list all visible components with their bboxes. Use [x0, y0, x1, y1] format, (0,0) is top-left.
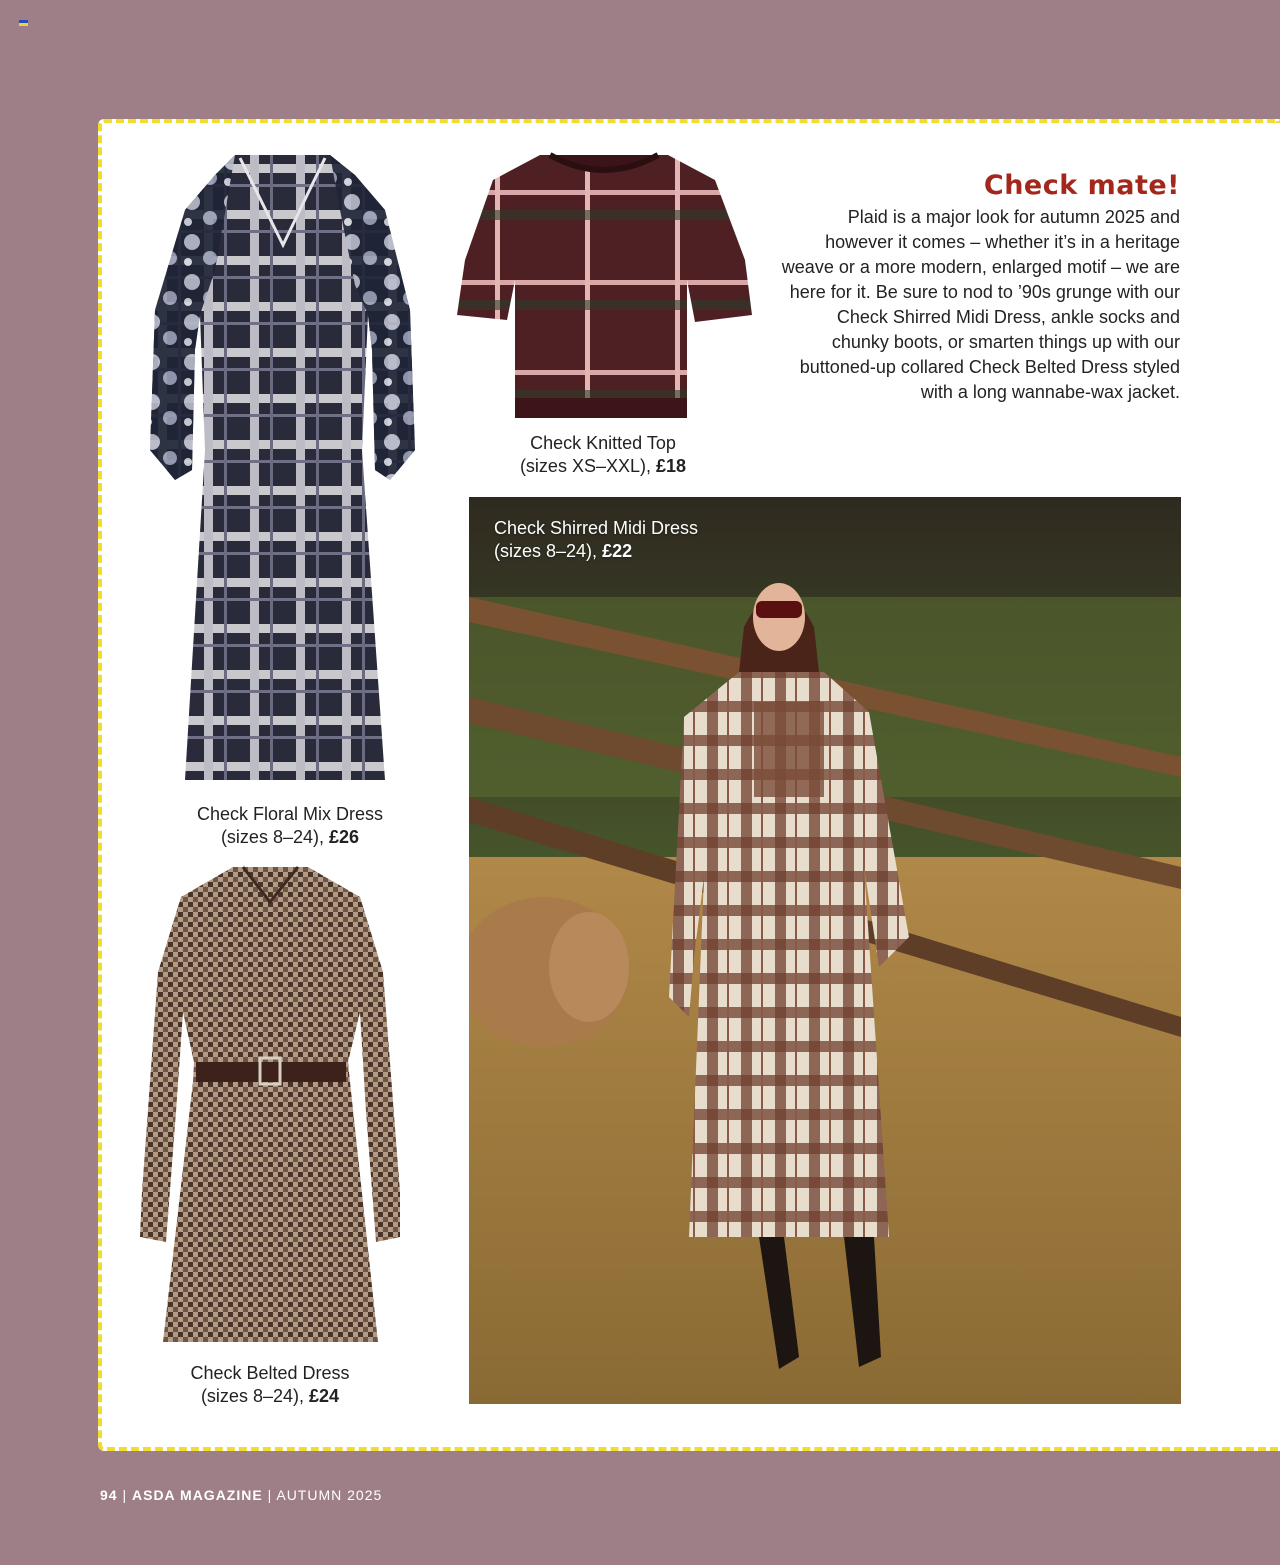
product-name: Check Shirred Midi Dress [494, 518, 699, 538]
product-sizes: (sizes 8–24), [200, 1386, 304, 1406]
product-price: £26 [329, 827, 360, 847]
flag-icon [19, 20, 28, 26]
knitted-top-image [455, 150, 753, 425]
product-sizes: (sizes XS–XXL), [519, 456, 651, 476]
product-name: Check Belted Dress [190, 1363, 350, 1383]
intro-body: Plaid is a major look for autumn 2025 and however it comes – whether it’s in a heritage weave or a more modern, enlarged motif – we are here for it. Be sure to nod to ’90s grunge with our Check Shirred Midi Dress, ankle socks and chunky boots, or smarten things up with our buttoned-up collared Check Belted Dress styled with a long wannabe-wax jacket. [781, 207, 1180, 402]
issue-name: AUTUMN 2025 [276, 1487, 383, 1503]
floral-mix-dress-image [140, 150, 430, 795]
footer-divider: | [267, 1487, 277, 1503]
belted-dress-caption [130, 1362, 410, 1408]
belted-dress-image [138, 862, 404, 1350]
product-sizes: (sizes 8–24), [494, 541, 598, 561]
headline: Check mate! [983, 170, 1180, 201]
footer-divider: | [122, 1487, 132, 1503]
floral-mix-dress-caption [150, 803, 430, 849]
magazine-name: ASDA MAGAZINE [132, 1487, 263, 1503]
product-name: Check Knitted Top [530, 433, 676, 453]
page-footer [100, 1487, 382, 1503]
model-photo [469, 497, 1181, 1404]
knitted-top-caption [463, 432, 743, 478]
product-sizes: (sizes 8–24), [220, 827, 324, 847]
product-price: £18 [656, 456, 687, 476]
product-price: £22 [602, 541, 633, 561]
page-number: 94 [100, 1487, 118, 1503]
intro-block [780, 170, 1180, 405]
product-name: Check Floral Mix Dress [196, 804, 384, 824]
product-price: £24 [309, 1386, 340, 1406]
midi-dress-caption [494, 517, 698, 563]
